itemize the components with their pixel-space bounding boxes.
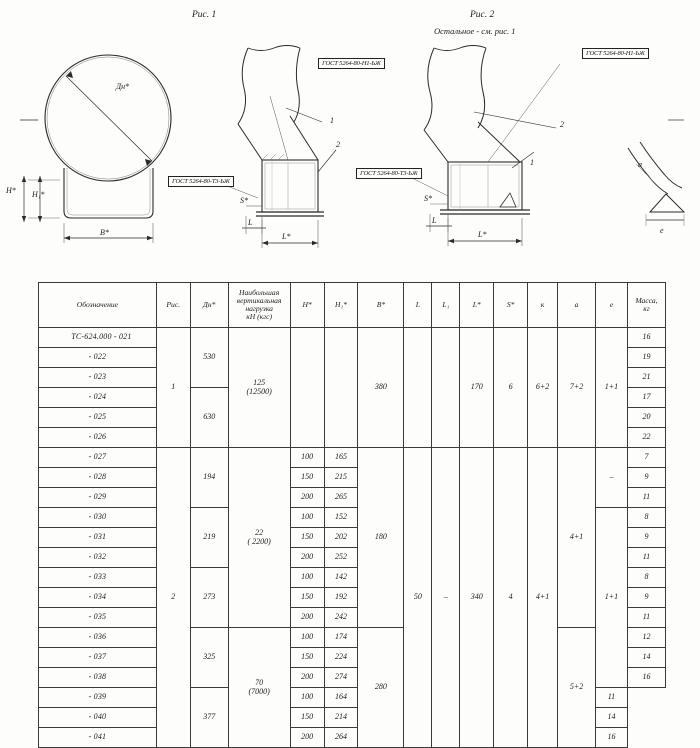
cell-h-blank (290, 328, 324, 448)
cell-mass: 14 (627, 648, 665, 668)
dim-h1: Н₁* (32, 190, 45, 199)
table-header-row (39, 283, 666, 328)
part-number-2-fig2: 2 (560, 120, 564, 129)
cell-mass: 16 (627, 668, 665, 688)
header-h1: Н₁* (324, 283, 358, 328)
cell-load-22 (228, 448, 290, 628)
header-load (228, 283, 290, 328)
load-kgs: (12500) (246, 386, 272, 396)
cell-dn-273: 273 (190, 568, 228, 628)
cell-h1: 202 (324, 528, 358, 548)
cell-s-6: 6 (494, 328, 528, 448)
cell-dn-325: 325 (190, 628, 228, 688)
figure-2-title: Рис. 2 (470, 10, 495, 20)
cell-h: 150 (290, 528, 324, 548)
header-figure: Рис. (156, 283, 190, 328)
cell-designation: - 029 (39, 488, 157, 508)
cell-mass: 16 (627, 328, 665, 348)
cell-h: 200 (290, 728, 324, 748)
header-e: e (595, 283, 627, 328)
cell-designation: - 024 (39, 388, 157, 408)
header-load-line1: Наибольшая (239, 288, 280, 298)
cell-h1: 264 (324, 728, 358, 748)
cell-h: 100 (290, 688, 324, 708)
cell-h: 150 (290, 708, 324, 728)
header-mass-line2: кг (643, 304, 650, 313)
cell-dn-377: 377 (190, 688, 228, 748)
cell-lstar-340: 340 (460, 448, 494, 748)
load-value: 70 (255, 678, 264, 688)
cell-k-4plus1: 4+1 (528, 448, 558, 748)
dim-lstar-fig1: L* (282, 232, 291, 241)
cell-h1: 164 (324, 688, 358, 708)
header-h: Н* (290, 283, 324, 328)
cell-designation: - 032 (39, 548, 157, 568)
table-row (39, 448, 666, 468)
cell-mass: 11 (627, 608, 665, 628)
cell-e-dash: – (595, 448, 627, 508)
cell-designation: - 033 (39, 568, 157, 588)
cell-h: 150 (290, 468, 324, 488)
cell-h1: 192 (324, 588, 358, 608)
part-number-1-fig2: 1 (530, 158, 534, 167)
header-mass-line1: Масса, (635, 296, 658, 306)
header-load-line4: кН (кгс) (246, 311, 273, 321)
cell-e-1plus1-b: 1+1 (595, 508, 627, 688)
figure-1-title: Рис. 1 (192, 10, 217, 20)
dim-s-fig2: S* (424, 194, 432, 203)
cell-k-6plus2: 6+2 (528, 328, 558, 448)
cell-h1-blank (324, 328, 358, 448)
technical-drawing (0, 0, 700, 292)
cell-designation: - 027 (39, 448, 157, 468)
dim-h: Н* (6, 186, 16, 195)
cell-mass: 9 (627, 528, 665, 548)
cell-designation: - 036 (39, 628, 157, 648)
cell-h1: 142 (324, 568, 358, 588)
dim-lstar-fig2: L* (478, 230, 487, 239)
cell-mass: 8 (627, 568, 665, 588)
dim-l-fig2: L (432, 216, 437, 225)
cell-designation: - 028 (39, 468, 157, 488)
cell-a-7plus2: 7+2 (558, 328, 596, 448)
cell-dn-219: 219 (190, 508, 228, 568)
header-b: В* (358, 283, 404, 328)
cell-mass: 17 (627, 388, 665, 408)
cell-mass: 19 (627, 348, 665, 368)
header-l: L (404, 283, 432, 328)
dim-alpha: a (638, 160, 642, 169)
cell-designation: - 023 (39, 368, 157, 388)
cell-mass: 14 (595, 708, 627, 728)
cell-l1-blank-1 (432, 328, 460, 448)
cell-b-280: 280 (358, 628, 404, 748)
weld-callout-fig1-top: ГОСТ 5264-80-Н1-ЬЖ (318, 58, 385, 69)
cell-l1-dash: – (432, 448, 460, 748)
header-designation: Обозначение (39, 283, 157, 328)
header-s: S* (494, 283, 528, 328)
figure-2-note: Остальное - см. рис. 1 (434, 26, 516, 36)
dim-b: В* (100, 228, 109, 237)
cell-h1: 174 (324, 628, 358, 648)
cell-designation: - 031 (39, 528, 157, 548)
drawing-svg (0, 0, 700, 292)
cell-mass: 9 (627, 588, 665, 608)
weld-callout-fig1-bottom: ГОСТ 5264-80-Т3-ЬЖ (168, 176, 234, 187)
load-kgs: ( 2200) (247, 536, 271, 546)
header-dn: Дн* (190, 283, 228, 328)
cell-figure-1: 1 (156, 328, 190, 448)
cell-load-125 (228, 328, 290, 448)
cell-h1: 152 (324, 508, 358, 528)
cell-s-4: 4 (494, 448, 528, 748)
load-kgs: (7000) (248, 686, 270, 696)
dim-e: e (660, 226, 664, 235)
load-value: 22 (255, 528, 264, 538)
cell-dn-630: 630 (190, 388, 228, 448)
cell-a-5plus2: 5+2 (558, 628, 596, 748)
cell-h1: 274 (324, 668, 358, 688)
cell-designation: - 025 (39, 408, 157, 428)
cell-designation: - 040 (39, 708, 157, 728)
cell-mass: 11 (627, 548, 665, 568)
cell-mass: 11 (595, 688, 627, 708)
table-row (39, 328, 666, 348)
cell-mass: 22 (627, 428, 665, 448)
load-value: 125 (253, 378, 266, 388)
header-load-line3: нагрузка (245, 304, 273, 313)
cell-h: 200 (290, 668, 324, 688)
header-a: a (558, 283, 596, 328)
table-row (39, 628, 666, 648)
dim-s-fig1: S* (240, 196, 248, 205)
header-mass (627, 283, 665, 328)
cell-a-4plus1: 4+1 (558, 448, 596, 628)
cell-b-180: 180 (358, 448, 404, 628)
cell-h: 200 (290, 608, 324, 628)
cell-h1: 215 (324, 468, 358, 488)
header-k: к (528, 283, 558, 328)
cell-mass: 21 (627, 368, 665, 388)
cell-mass: 7 (627, 448, 665, 468)
weld-callout-fig2-bottom: ГОСТ 5264-80-Т3-ЬЖ (356, 168, 422, 179)
weld-callout-fig2-top: ГОСТ 5264-80-Н1-ЬЖ (582, 48, 649, 59)
cell-designation: - 038 (39, 668, 157, 688)
cell-figure-2: 2 (156, 448, 190, 748)
cell-designation: - 026 (39, 428, 157, 448)
cell-l-50: 50 (404, 448, 432, 748)
cell-h: 150 (290, 648, 324, 668)
part-number-1-fig1: 1 (330, 116, 334, 125)
cell-l-blank-1 (404, 328, 432, 448)
cell-mass: 11 (627, 488, 665, 508)
cell-h: 100 (290, 448, 324, 468)
cell-mass: 8 (627, 508, 665, 528)
cell-mass: 16 (595, 728, 627, 748)
cell-mass: 12 (627, 628, 665, 648)
cell-h: 200 (290, 548, 324, 568)
specification-table-wrap (38, 282, 666, 748)
cell-h: 100 (290, 568, 324, 588)
cell-h1: 165 (324, 448, 358, 468)
cell-mass: 20 (627, 408, 665, 428)
cell-designation: - 041 (39, 728, 157, 748)
cell-h: 200 (290, 488, 324, 508)
cell-load-70 (228, 628, 290, 748)
cell-dn-194: 194 (190, 448, 228, 508)
cell-designation: - 037 (39, 648, 157, 668)
dim-dn: Дн* (116, 82, 130, 91)
cell-h1: 265 (324, 488, 358, 508)
cell-designation: ТС-624.000 - 021 (39, 328, 157, 348)
header-l1: L₁ (432, 283, 460, 328)
cell-h1: 224 (324, 648, 358, 668)
cell-h1: 242 (324, 608, 358, 628)
cell-lstar-170: 170 (460, 328, 494, 448)
cell-h: 100 (290, 508, 324, 528)
cell-h: 150 (290, 588, 324, 608)
dim-l-fig1: L (248, 218, 253, 227)
header-load-line2: вертикальная (236, 296, 282, 306)
header-lstar: L* (460, 283, 494, 328)
cell-mass: 9 (627, 468, 665, 488)
cell-dn-530: 530 (190, 328, 228, 388)
cell-designation: - 030 (39, 508, 157, 528)
cell-designation: - 035 (39, 608, 157, 628)
cell-h1: 252 (324, 548, 358, 568)
specification-table (38, 282, 666, 748)
part-number-2-fig1: 2 (336, 140, 340, 149)
cell-b-380: 380 (358, 328, 404, 448)
cell-designation: - 022 (39, 348, 157, 368)
cell-h: 100 (290, 628, 324, 648)
cell-e-1plus1-a: 1+1 (595, 328, 627, 448)
cell-designation: - 039 (39, 688, 157, 708)
cell-h1: 214 (324, 708, 358, 728)
cell-designation: - 034 (39, 588, 157, 608)
